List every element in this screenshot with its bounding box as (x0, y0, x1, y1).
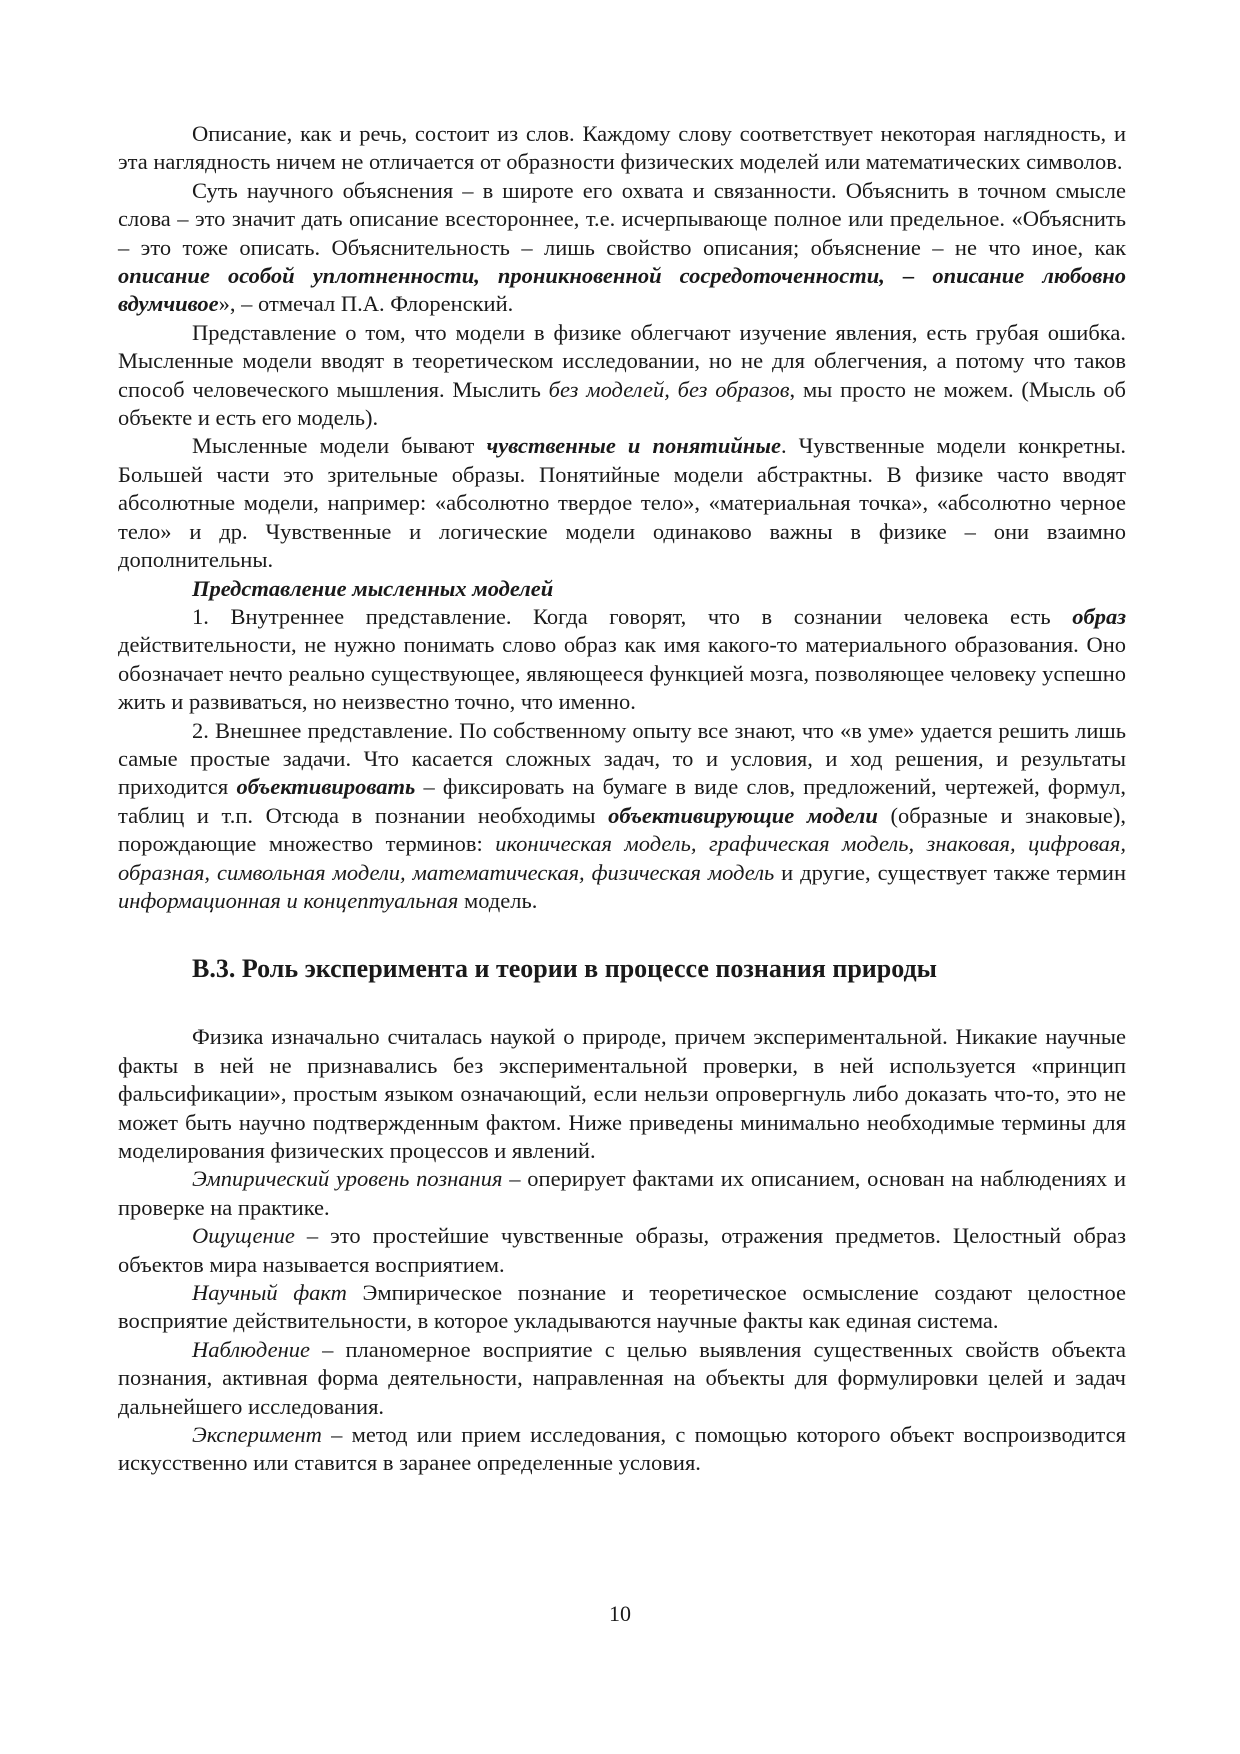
term-label: Ощущение (192, 1223, 295, 1249)
term-label: Эксперимент (192, 1422, 322, 1448)
text-run: Представление о том, что модели в физике облегчают изучение явления, есть грубая ошибка. Мысленные модели вводят в теоретическом исследовании, но не для облегчения, а потому что таков способ человеческого мышления. Мыслить (118, 319, 1126, 402)
text-run: Суть научного объяснения – в широте его охвата и связанности. Объяснить в точном смысле слова – это значит дать описание всестороннее, т.е. исчерпывающе полное или предельное. «Объяснить – это тоже описать. Объяснительность – лишь свойство описания; объяснение – не что иное, как (118, 177, 1126, 260)
text-run: и другие, существует также термин (774, 859, 1126, 885)
subheading-mental-models: Представление мысленных моделей (192, 575, 554, 601)
emphasis-run: описание особой уплотненности, проникновенной сосредоточенности, – описание любовно вдумчивое (118, 263, 1126, 317)
term-definition: – это простейшие чувственные образы, отражения предметов. Целостный образ объектов мира называется восприятием. (118, 1223, 1126, 1277)
italic-run: без моделей, без образов (548, 376, 790, 402)
italic-run: информационная и концептуальная (118, 887, 459, 913)
term-definition: – оперирует фактами их описанием, основан на наблюдениях и проверке на практике. (118, 1166, 1126, 1220)
paragraph-physics-intro: Физика изначально считалась наукой о природе, причем экспериментальной. Никакие научные факты в ней не признавались без экспериментальной проверки, в ней используется «принцип фальсификации», простым языком означающий, если нельзи опровергнуль либо доказать что-то, это не может быть научно подтвержденным фактом. Ниже приведены минимально необходимые термины для моделирования физических процессов и явлений. (118, 1024, 1126, 1163)
paragraph-explanation (118, 177, 1126, 319)
term-definition: Эмпирическое познание и теоретическое осмысление создают целостное восприятие действительности, в которое укладываются научные факты как единая система. (118, 1280, 1126, 1334)
term-definition: – метод или прием исследования, с помощью которого объект воспроизводится искусственно или ставится в заранее определенные условия. (118, 1422, 1126, 1476)
paragraph-term-observation (118, 1336, 1126, 1421)
emphasis-run: объективировать (236, 774, 416, 800)
term-definition: – планомерное восприятие с целью выявления существенных свойств объекта познания, активная форма деятельности, направленная на объекты для формулировки целей и задач дальнейшего исследования. (118, 1336, 1126, 1419)
text-run: 2. Внешнее представление. По собственному опыту все знают, что «в уме» удается решить лишь самые простые задачи. Что касается сложных задач, то и условия, и ход решения, и результаты приходится (118, 717, 1126, 800)
paragraph-models-error (118, 319, 1126, 433)
text-run: действительности, не нужно понимать слово образ как имя какого-то материального образования. Оно обозначает нечто реально существующее, являющееся функцией мозга, позволяющее человеку успешно жить и развиваться, но неизвестно точно, что именно. (118, 632, 1126, 715)
emphasis-run: объективирующие модели (608, 802, 878, 828)
page-number: 10 (609, 1601, 631, 1626)
text-run: , мы просто не можем. (Мысль об объекте и есть его модель). (118, 376, 1127, 431)
paragraph-term-sensation (118, 1222, 1126, 1279)
text-run: », – отмечал П.А. Флоренский. (218, 291, 514, 317)
term-label: Эмпирический уровень познания (192, 1166, 503, 1192)
term-label: Научный факт (192, 1280, 347, 1306)
term-label: Наблюдение (192, 1336, 310, 1362)
text-run: Мысленные модели бывают (192, 433, 487, 459)
italic-run: иконическая модель, графическая модель, знаковая, цифровая, образная, символьная модели, математическая, физическая модель (118, 831, 1126, 885)
paragraph-term-fact (118, 1279, 1126, 1336)
paragraph-term-experiment (118, 1421, 1126, 1478)
text-run: модель. (458, 887, 538, 913)
text-run: . Чувственные модели конкретны. Большей части это зрительные образы. Понятийные модели абстрактны. В физике часто вводят абсолютные модели, например: «абсолютно твердое тело», «материальная точка», «абсолютно черное тело» и др. Чувственные и логические модели одинаково важны в физике – они взаимно дополнительны. (118, 433, 1126, 573)
text-run: (образные и знаковые), порождающие множество терминов: (118, 802, 1126, 857)
text-run: 1. Внутреннее представление. Когда говорят, что в сознании человека есть (192, 603, 1073, 629)
emphasis-run: образ (1072, 603, 1126, 629)
text-run: – фиксировать на бумаге в виде слов, предложений, чертежей, формул, таблиц и т.п. Отсюда в познании необходимы (118, 774, 1126, 828)
emphasis-run: чувственные и понятийные (486, 433, 781, 459)
paragraph-external-representation (118, 717, 1126, 916)
paragraph-description: Описание, как и речь, состоит из слов. Каждому слову соответствует некоторая наглядность, и эта наглядность ничем не отличается от образности физических моделей или математических символов. (118, 121, 1126, 175)
paragraph-mental-models (118, 432, 1126, 574)
paragraph-internal-representation (118, 603, 1126, 717)
section-heading: В.3. Роль эксперимента и теории в процессе познания природы (192, 954, 937, 984)
paragraph-term-empirical (118, 1165, 1126, 1222)
